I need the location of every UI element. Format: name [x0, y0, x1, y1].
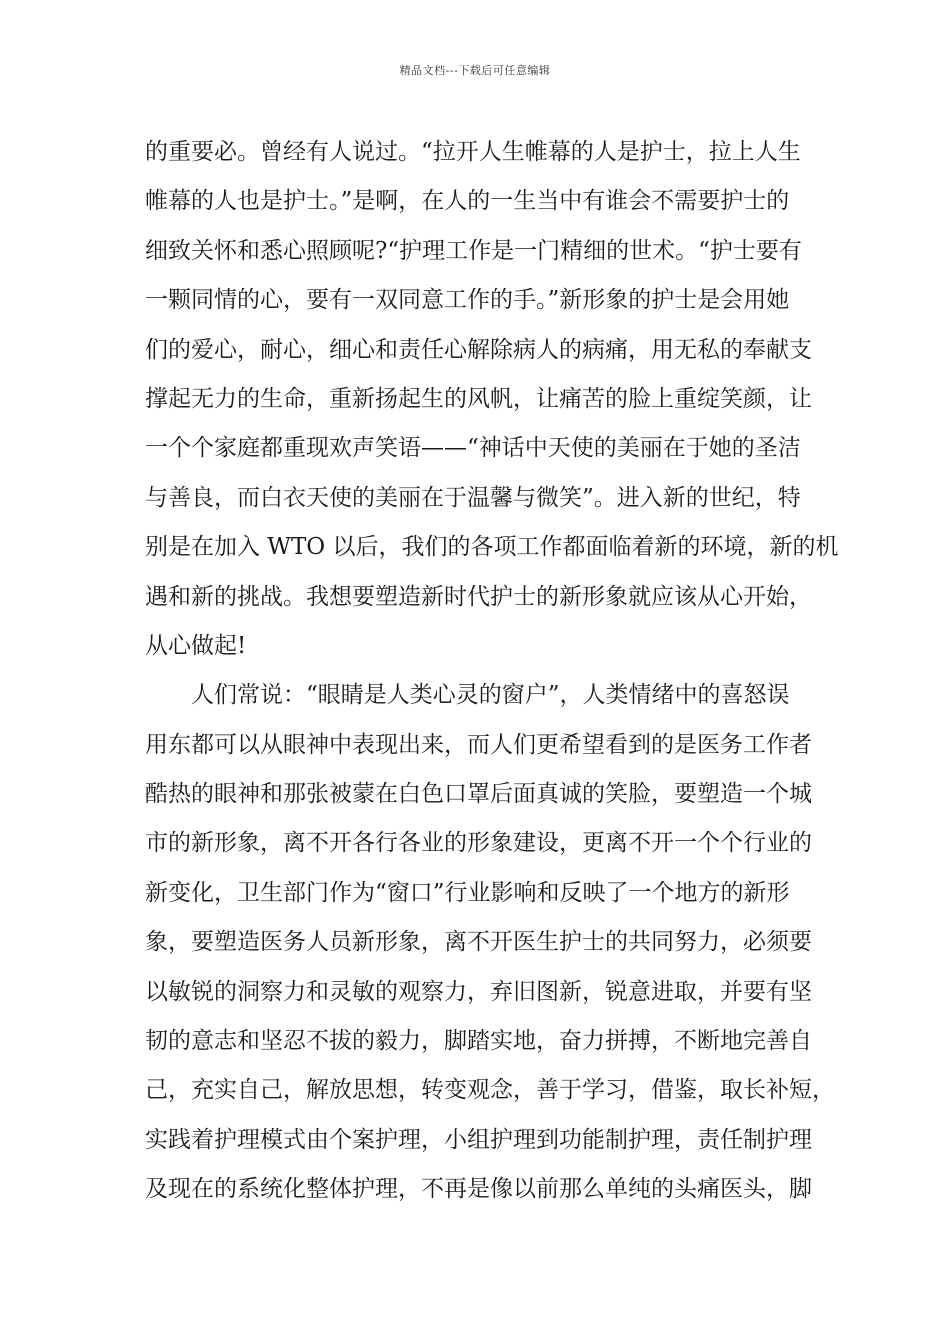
text-line: 帷幕的人也是护士。”是啊，在人的一生当中有谁会不需要护士的 — [145, 188, 790, 215]
text-line: 从心做起! — [145, 632, 247, 659]
text-line: 撑起无力的生命，重新扬起生的风帆，让痛苦的脸上重绽笑颜，让 — [145, 385, 812, 412]
text-line: 一个个家庭都重现欢声笑语——“神话中天使的美丽在于她的圣洁 — [145, 435, 801, 462]
text-line: 细致关怀和悉心照顾呢?“护理工作是一门精细的世术。“护士要有 — [145, 237, 802, 264]
text-line: 用东都可以从眼神中表现出来，而人们更希望看到的是医务工作者 — [145, 731, 812, 758]
text-line: 及现在的系统化整体护理，不再是像以前那么单纯的头痛医头，脚 — [145, 1176, 812, 1203]
text-line: 遇和新的挑战。我想要塑造新时代护士的新形象就应该从心开始， — [145, 583, 812, 610]
text-line: 实践着护理模式由个案护理，小组护理到功能制护理，责任制护理 — [145, 1126, 812, 1153]
paragraph-2 — [145, 671, 835, 1214]
text-line: 市的新形象，离不开各行各业的形象建设，更离不开一个个行业的 — [145, 830, 812, 857]
text-line: 们的爱心，耐心，细心和责任心解除病人的病痛，用无私的奉献支 — [145, 336, 812, 363]
text-line: 以敏锐的洞察力和灵敏的观察力，弃旧图新，锐意进取，并要有坚 — [145, 978, 812, 1005]
text-line: 别是在加入 WTO 以后，我们的各项工作都面临着新的环境，新的机 — [145, 534, 839, 561]
text-line: 与善良，而白衣天使的美丽在于温馨与微笑”。进入新的世纪，特 — [145, 484, 801, 511]
text-line: 人们常说：“眼睛是人类心灵的窗户”，人类情绪中的喜怒误 — [191, 682, 790, 709]
text-line: 象，要塑造医务人员新形象，离不开医生护士的共同努力，必须要 — [145, 929, 812, 956]
text-line: 韧的意志和坚忍不拔的毅力，脚踏实地，奋力拼搏，不断地完善自 — [145, 1028, 812, 1055]
text-line: 酷热的眼神和那张被蒙在白色口罩后面真诚的笑脸，要塑造一个城 — [145, 781, 812, 808]
paragraph-1 — [145, 128, 839, 671]
document-body — [145, 128, 839, 1215]
text-line: 己，充实自己，解放思想，转变观念，善于学习，借鉴，取长补短， — [145, 1077, 835, 1104]
text-line: 一颗同情的心，要有一双同意工作的手。”新形象的护士是会用她 — [145, 287, 790, 314]
text-line: 的重要必。曾经有人说过。“拉开人生帷幕的人是护士，拉上人生 — [145, 139, 801, 165]
page-header: 精品文档---下载后可任意编辑 — [399, 64, 551, 77]
text-line: 新变化，卫生部门作为“窗口”行业影响和反映了一个地方的新形 — [145, 879, 790, 906]
